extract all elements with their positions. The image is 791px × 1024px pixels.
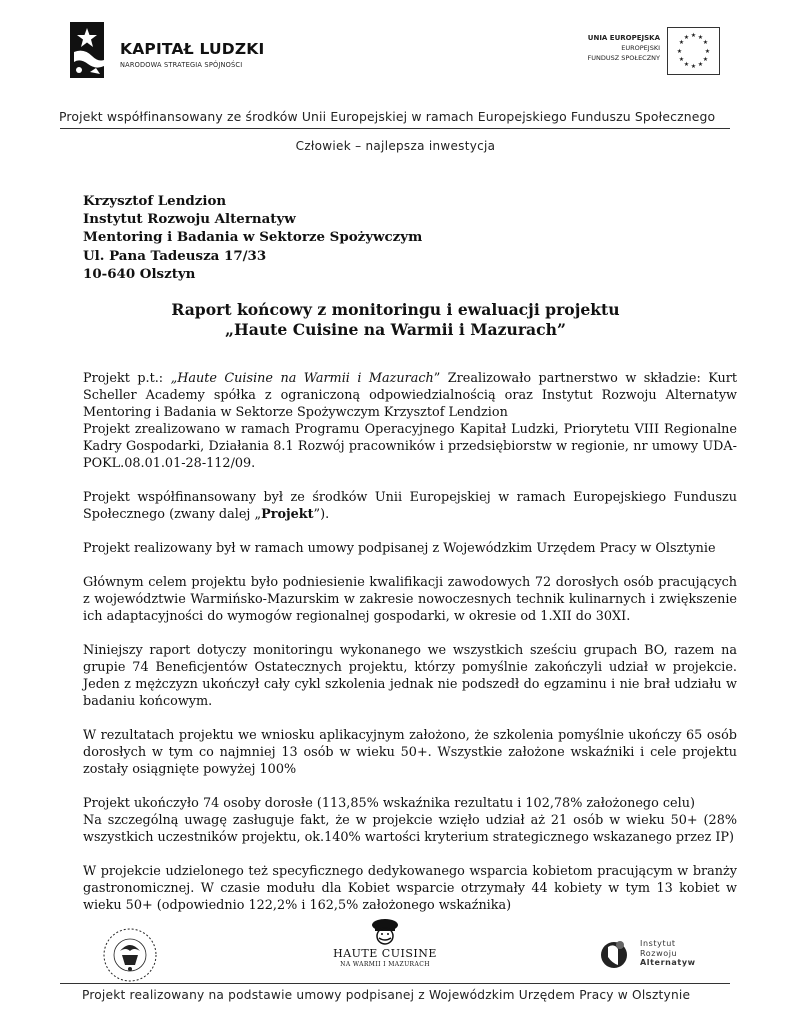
footer-contract-statement: Projekt realizowany na podstawie umowy podpisanej z Wojewódzkim Urzędem Pracy w Olsztynie <box>82 988 691 1002</box>
document-title-line1: Raport końcowy z monitoringu i ewaluacji projektu <box>171 300 620 319</box>
document-title-line2: „Haute Cuisine na Warmii i Mazurach” <box>225 320 566 339</box>
sender-organization: Instytut Rozwoju Alternatyw <box>83 211 296 228</box>
instytut-rozwoju-logo <box>600 935 710 975</box>
header-divider <box>60 128 730 129</box>
instytut-line3: Alternatyw <box>640 958 696 967</box>
haute-cuisine-logo-subtitle: NA WARMII I MAZURACH <box>340 961 430 968</box>
paragraph-program: Projekt zrealizowano w ramach Programu Operacyjnego Kapitał Ludzki, Priorytetu VIII Regionalne Kadry Gospodarki, Działania 8.1 Rozwój pracowników i przedsiębiorstw w regionie, nr umowy UDA-POKL.08.01.01-28-112/09. <box>83 422 737 471</box>
paragraph-women-support: W projekcie udzielonego też specyficznego dedykowanego wsparcia kobietom pracującym w branży gastronomicznej. W czasie modułu dla Kobiet wsparcie otrzymały 44 kobiety w tym 13 kobiet w wieku 50+ (odpowiednio 122,2% i 162,5% założonego wskaźnika) <box>83 864 737 913</box>
svg-text:★: ★ <box>704 48 711 55</box>
kapital-ludzki-emblem-icon <box>70 22 110 80</box>
svg-text:★: ★ <box>683 34 690 41</box>
eu-logo <box>560 27 720 77</box>
instytut-line1: Instytut <box>640 939 676 948</box>
paragraph-cofinancing-end: ”). <box>313 507 330 522</box>
paragraph-age-50: Na szczególną uwagę zasługuje fakt, że w projekcie wzięło udział aż 21 osób w wieku 50+ (28% wszystkich uczestników projektu, ok.140% wartości kryterium strategicznego wskazanego przez IP) <box>83 813 737 845</box>
svg-text:★: ★ <box>690 32 697 39</box>
scheller-academy-seal-icon <box>100 925 160 985</box>
project-title-italic: „Haute Cuisine na Warmii i Mazurach <box>170 371 434 386</box>
paragraph-completed: Projekt ukończyło 74 osoby dorosłe (113,85% wskaźnika rezultatu i 102,78% założonego celu) <box>83 796 695 811</box>
sender-city: 10-640 Olsztyn <box>83 265 196 282</box>
paragraph-contract: Projekt realizowany był w ramach umowy podpisanej z Wojewódzkim Urzędem Pracy w Olsztynie <box>83 541 716 556</box>
svg-text:★: ★ <box>697 34 704 41</box>
paragraph-cofinancing-text: Projekt współfinansowany był ze środków Unii Europejskiej w ramach Europejskiego Funduszu Społecznego (zwany dalej „ <box>83 490 737 522</box>
paragraph-results-assumed: W rezultatach projektu we wniosku aplikacyjnym założono, że szkolenia pomyślnie ukończy 65 osób dorosłych w tym co najmniej 13 osób w wieku 50+. Wszystkie założone wskaźniki i cele projektu zostały osiągnięte powyżej 100% <box>83 728 737 777</box>
instytut-rozwoju-emblem-icon <box>600 937 630 971</box>
cofinancing-statement: Projekt współfinansowany ze środków Unii Europejskiej w ramach Europejskiego Funduszu Społecznego <box>59 109 716 124</box>
eu-logo-text <box>587 33 660 63</box>
instytut-rozwoju-text <box>640 939 696 968</box>
document-title <box>0 300 791 340</box>
paragraph-partnership <box>83 370 737 421</box>
sender-street: Ul. Pana Tadeusza 17/33 <box>83 247 267 264</box>
svg-text:★: ★ <box>678 39 685 46</box>
paragraph-partnership-prefix: Projekt p.t.: <box>83 371 171 386</box>
eu-logo-line3: FUNDUSZ SPOŁECZNY <box>587 54 660 62</box>
paragraph-goal: Głównym celem projektu było podniesienie kwalifikacji zawodowych 72 dorosłych osób pracujących z województwie Warmińsko-Mazurskim w zakresie nowoczesnych technik kulinarnych i zwiększenie ich adaptacyjności do wymogów regionalnej gospodarki, w okresie od 1.XII do 30XI. <box>83 575 737 624</box>
eu-flag-icon <box>667 27 720 75</box>
svg-text:★: ★ <box>676 48 683 55</box>
kapital-ludzki-subtitle: NARODOWA STRATEGIA SPÓJNOŚCI <box>120 61 243 69</box>
paragraph-monitoring: Niniejszy raport dotyczy monitoringu wykonanego we wszystkich sześciu grupach BO, razem na grupie 74 Beneficjentów Ostatecznych projektu, którzy pomyślnie zakończyli udział w projekcie. Jeden z mężczyzn ukończył cały cykl szkolenia jednak nie podszedł do egzaminu i nie brał udziału w badaniu końcowym. <box>83 643 737 709</box>
chef-face-icon <box>370 918 400 946</box>
kapital-ludzki-title: KAPITAŁ LUDZKI <box>120 40 265 58</box>
paragraph-cofinancing <box>83 489 737 523</box>
svg-text:★: ★ <box>702 56 709 63</box>
svg-text:★: ★ <box>702 39 709 46</box>
haute-cuisine-logo <box>330 918 440 973</box>
footer-divider <box>60 983 730 984</box>
svg-text:★: ★ <box>683 61 690 68</box>
eu-logo-line2: EUROPEJSKI <box>621 44 660 52</box>
svg-text:★: ★ <box>690 63 697 70</box>
document-body <box>83 370 737 914</box>
eu-logo-line1: UNIA EUROPEJSKA <box>587 34 660 42</box>
haute-cuisine-logo-title: HAUTE CUISINE <box>333 947 437 960</box>
kapital-ludzki-logo <box>70 22 270 82</box>
sender-address <box>83 192 422 283</box>
svg-text:★: ★ <box>697 61 704 68</box>
svg-text:★: ★ <box>678 56 685 63</box>
sender-name: Krzysztof Lendzion <box>83 193 227 209</box>
header-slogan: Człowiek – najlepsza inwestycja <box>295 139 496 153</box>
sender-department: Mentoring i Badania w Sektorze Spożywczym <box>83 229 423 246</box>
paragraph-partnership-rest: ” Zrealizowało partnerstwo w składzie: Kurt Scheller Academy spółka z ograniczoną odpowiedzialnością oraz Instytut Rozwoju Alternatyw Mentoring i Badania w Sektorze Spożywczym Krzysztof Lendzion <box>83 371 737 420</box>
paragraph-cofinancing-bold: Projekt <box>261 507 314 522</box>
instytut-line2: Rozwoju <box>640 948 678 958</box>
